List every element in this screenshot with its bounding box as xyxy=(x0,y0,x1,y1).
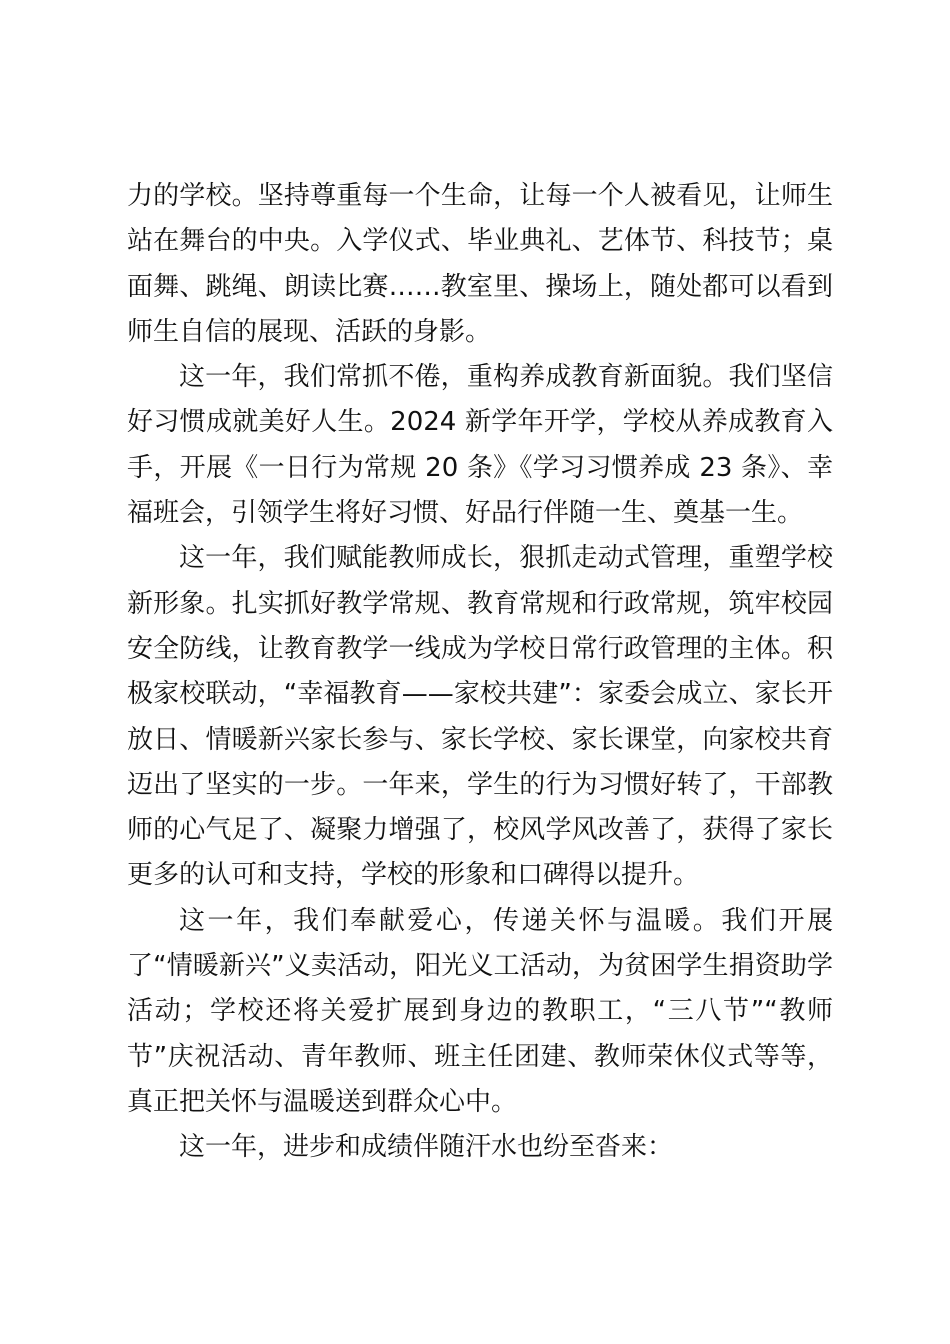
paragraph-4: 这一年，我们奉献爱心，传递关怀与温暖。我们开展了“情暖新兴”义卖活动，阳光义工活动，为贫困学生捐资助学活动；学校还将关爱扩展到身边的教职工，“三八节”“教师节”庆祝活动、青年教师、班主任团建、教师荣休仪式等等，真正把关怀与温暖送到群众心中。 xyxy=(127,905,833,1117)
paragraph-3: 这一年，我们赋能教师成长，狠抓走动式管理，重塑学校新形象。扎实抓好教学常规、教育常规和行政常规，筑牢校园安全防线，让教育教学一线成为学校日常行政管理的主体。积极家校联动，“幸福教育——家校共建”：家委会成立、家长开放日、情暖新兴家长参与、家长学校、家长课堂，向家校共育迈出了坚实的一步。一年来，学生的行为习惯好转了，干部教师的心气足了、凝聚力增强了，校风学风改善了，获得了家长更多的认可和支持，学校的形象和口碑得以提升。 xyxy=(127,543,833,891)
paragraph-2: 这一年，我们常抓不倦，重构养成教育新面貌。我们坚信好习惯成就美好人生。2024 新学年开学，学校从养成教育入手，开展《一日行为常规 20 条》《学习习惯养成 23 条》、幸福班会，引领学生将好习惯、好品行伴随一生、奠基一生。 xyxy=(127,362,833,529)
document-body xyxy=(127,174,833,1171)
paragraph-5: 这一年，进步和成绩伴随汗水也纷至沓来： xyxy=(179,1132,674,1163)
paragraph-1: 力的学校。坚持尊重每一个生命，让每一个人被看见，让师生站在舞台的中央。入学仪式、毕业典礼、艺体节、科技节；桌面舞、跳绳、朗读比赛……教室里、操场上，随处都可以看到师生自信的展现、活跃的身影。 xyxy=(127,181,833,347)
